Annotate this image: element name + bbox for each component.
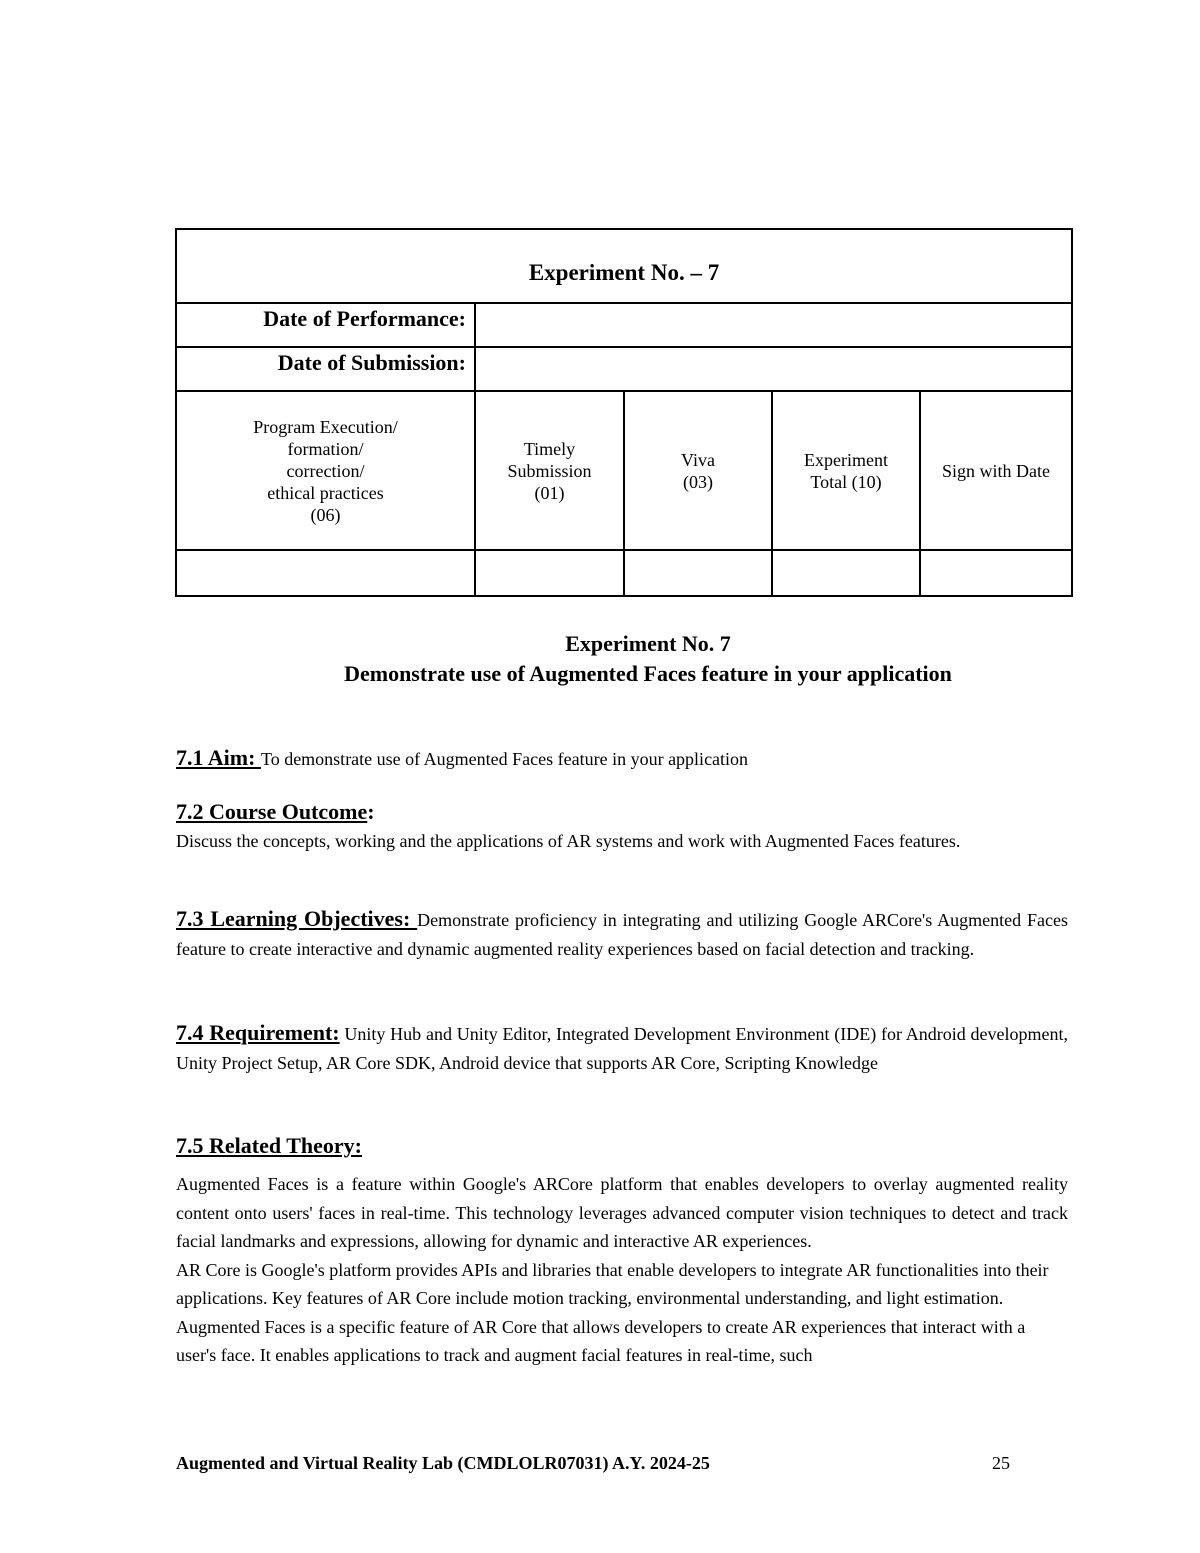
- evaluation-table: [175, 228, 1073, 597]
- related-theory-paragraph: AR Core is Google's platform provides APIs and libraries that enable developers to integrate AR functionalities into their applications. Key features of AR Core include motion tracking, environmental understanding, and light estimation.: [176, 1259, 1049, 1308]
- requirement-section: [176, 1019, 1068, 1077]
- date-of-performance-label: Date of Performance:: [176, 303, 475, 347]
- experiment-title: Demonstrate use of Augmented Faces feature in your application: [344, 661, 952, 686]
- experiment-number-cell: Experiment No. – 7: [176, 229, 1072, 303]
- course-outcome-text: Discuss the concepts, working and the applications of AR systems and work with Augmented Faces features.: [176, 831, 961, 851]
- related-theory-paragraph: Augmented Faces is a feature within Google's ARCore platform that enables developers to overlay augmented reality content onto users' faces in real-time. This technology leverages advanced computer vision techniques to detect and track facial landmarks and expressions, allowing for dynamic and interactive AR experiences.: [176, 1174, 1068, 1251]
- column-program-execution: Program Execution/ formation/ correction/ ethical practices (06): [176, 391, 475, 550]
- marks-header-row: [176, 391, 1072, 550]
- page-footer: [176, 1451, 1010, 1475]
- column-timely-submission: Timely Submission (01): [475, 391, 624, 550]
- marks-cell: [772, 550, 920, 596]
- course-outcome-section: [176, 797, 1068, 856]
- related-theory-heading: [176, 1131, 1068, 1161]
- column-sign-with-date: Sign with Date: [920, 391, 1072, 550]
- related-theory-paragraph: Augmented Faces is a specific feature of AR Core that allows developers to create AR experiences that interact with a user's face. It enables applications to track and augment facial features in real-time, such: [176, 1316, 1026, 1365]
- page-number: 25: [992, 1453, 1010, 1473]
- date-of-performance-row: [176, 303, 1072, 347]
- experiment-heading: Experiment No. 7: [565, 631, 731, 656]
- learning-objectives-section: [176, 905, 1068, 963]
- marks-value-row: [176, 550, 1072, 596]
- requirement-title: 7.4 Requirement:: [176, 1020, 340, 1045]
- evaluation-title-row: [176, 229, 1072, 303]
- course-outcome-heading: [176, 797, 1068, 827]
- related-theory-section: [176, 1131, 1068, 1370]
- aim-section: [176, 744, 1068, 774]
- date-of-submission-row: [176, 347, 1072, 391]
- marks-cell: [920, 550, 1072, 596]
- related-theory-title: 7.5 Related Theory:: [176, 1133, 362, 1158]
- date-of-submission-value: [475, 347, 1072, 391]
- marks-cell: [624, 550, 772, 596]
- aim-text: To demonstrate use of Augmented Faces feature in your application: [260, 749, 749, 769]
- requirement-text: Unity Hub and Unity Editor, Integrated Development Environment (IDE) for Android development, Unity Project Setup, AR Core SDK, Android device that supports AR Core, Scripting Knowledge: [176, 1024, 1069, 1073]
- aim-title: 7.1 Aim:: [176, 745, 261, 770]
- date-of-performance-value: [475, 303, 1072, 347]
- marks-cell: [176, 550, 475, 596]
- date-of-submission-label: Date of Submission:: [176, 347, 475, 391]
- marks-cell: [475, 550, 624, 596]
- column-viva: Viva (03): [624, 391, 772, 550]
- column-experiment-total: Experiment Total (10): [772, 391, 920, 550]
- course-outcome-title: 7.2 Course Outcome: [176, 799, 368, 824]
- course-outcome-colon: :: [367, 799, 375, 824]
- learning-objectives-title: 7.3 Learning Objectives:: [176, 906, 418, 931]
- footer-lab-title: Augmented and Virtual Reality Lab (CMDLOLR07031) A.Y. 2024-25: [176, 1453, 710, 1473]
- learning-objectives-text: Demonstrate proficiency in integrating and utilizing Google ARCore's Augmented Faces feature to create interactive and dynamic augmented reality experiences based on facial detection and tracking.: [176, 910, 1068, 959]
